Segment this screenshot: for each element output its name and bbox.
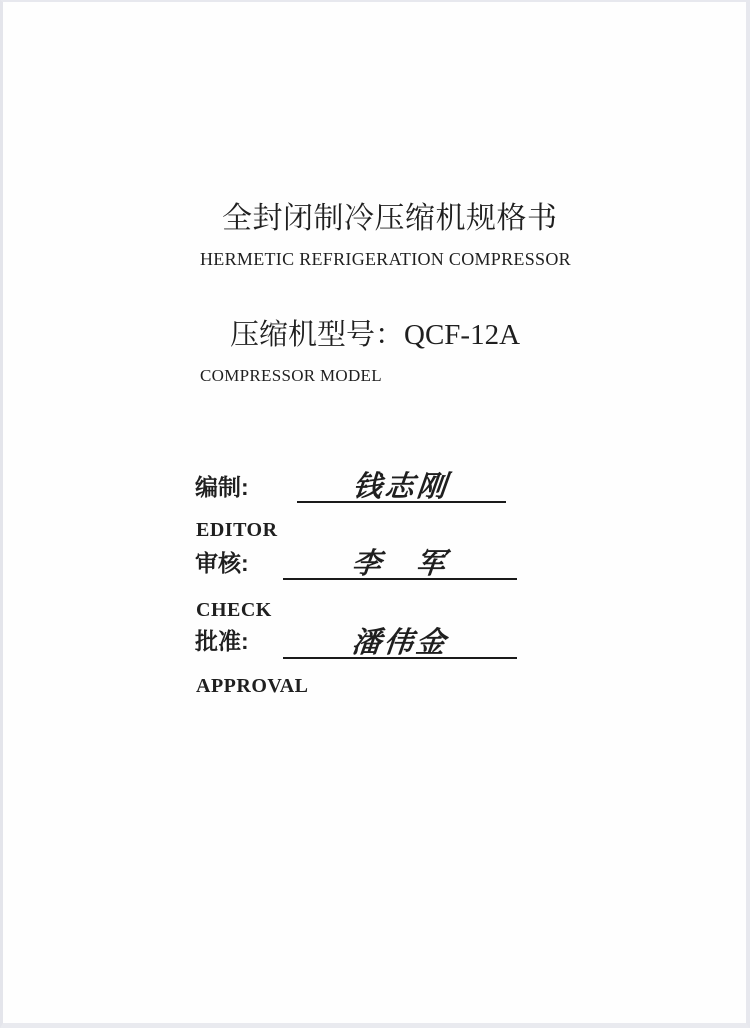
compressor-model-label-chinese: 压缩机型号： — [230, 319, 405, 351]
approval-signature-line — [283, 621, 517, 659]
editor-label-english: EDITOR — [196, 519, 278, 541]
editor-signature-name: 钱志刚 — [351, 469, 452, 503]
check-signature-line — [283, 542, 517, 580]
approval-label-english: APPROVAL — [196, 675, 309, 697]
editor-label-chinese: 编制: — [195, 474, 249, 500]
compressor-model-label-english: COMPRESSOR MODEL — [200, 366, 382, 385]
document-title-chinese: 全封闭制冷压缩机规格书 — [222, 202, 558, 235]
approval-label-chinese: 批准: — [195, 628, 249, 654]
check-label-english: CHECK — [196, 599, 272, 621]
editor-signature-line — [297, 465, 506, 503]
compressor-model-line — [230, 320, 520, 352]
check-label-chinese: 审核: — [195, 550, 249, 576]
check-signature-name: 李 军 — [350, 546, 450, 580]
compressor-model-value: QCF-12A — [404, 319, 521, 351]
document-title-english: HERMETIC REFRIGERATION COMPRESSOR — [200, 249, 571, 269]
approval-signature-name: 潘伟金 — [350, 625, 450, 659]
